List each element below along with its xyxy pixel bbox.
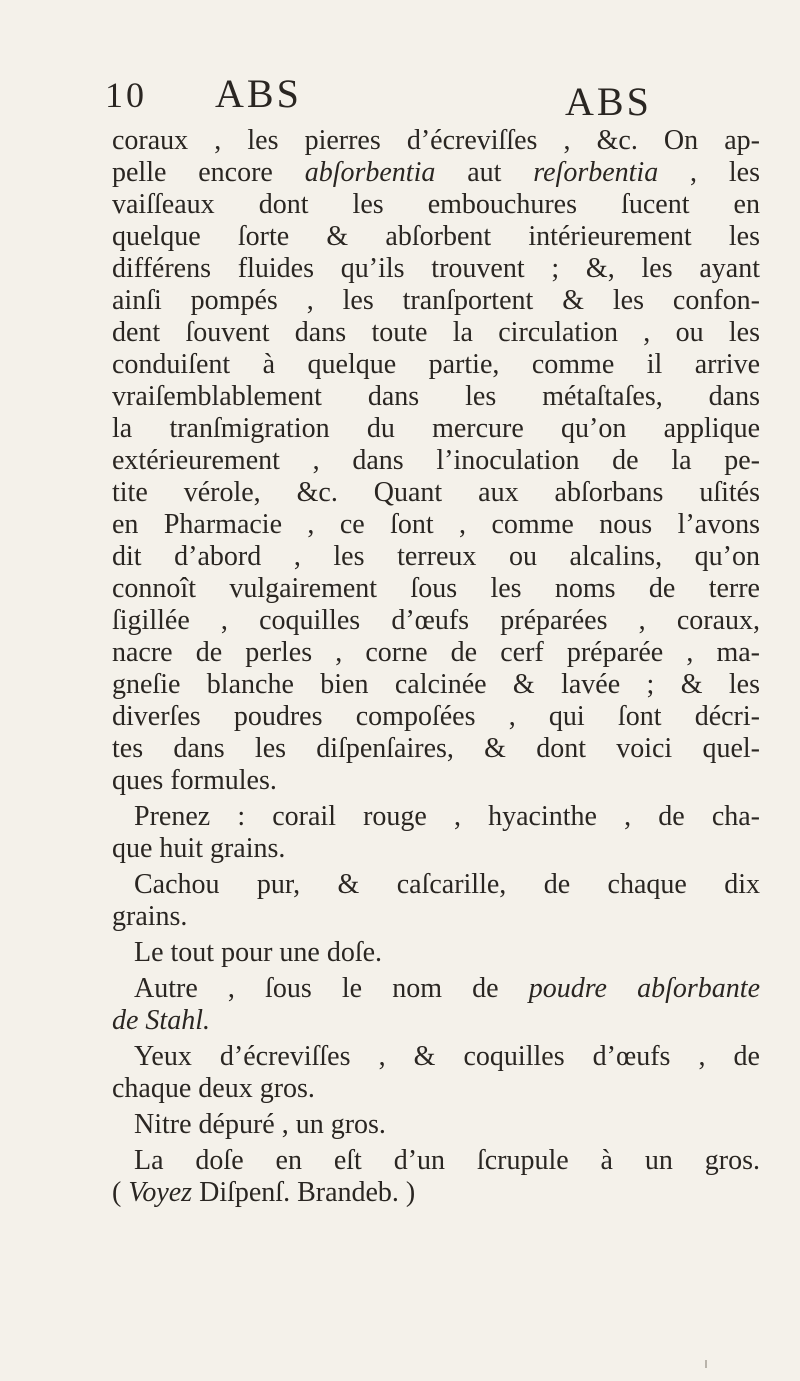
recipe-2-line: Nitre dépuré , un gros. (134, 1109, 386, 1140)
recipe-2-line: La doſe en eſt d’un ſcrupule à un gros. (134, 1145, 760, 1176)
recipe-1-line: Prenez : corail rouge , hyacinthe , de cha- (134, 801, 760, 832)
recipe-1-line: grains. (112, 901, 188, 932)
text-line: la tranſmigration du mercure qu’on applique (112, 413, 760, 444)
recipe-2-intro-cont: de Stahl. (112, 1005, 210, 1036)
text-line: en Pharmacie , ce ſont , comme nous l’avons (112, 509, 760, 540)
reference-line: ( Voyez Diſpenſ. Brandeb. ) (112, 1177, 416, 1208)
text-line: nacre de perles , corne de cerf préparée , ma- (112, 637, 760, 668)
text-line: vraiſemblablement dans les métaſtaſes, dans (112, 381, 760, 412)
text-line: pelle encore abſorbentia aut reſorbentia , les (112, 157, 760, 188)
running-head-left: ABS (215, 71, 302, 116)
recipe-2-line: chaque deux gros. (112, 1073, 315, 1104)
text-line: tite vérole, &c. Quant aux abſorbans uſités (112, 477, 760, 508)
text-line: conduiſent à quelque partie, comme il arrive (112, 349, 760, 380)
body-text (112, 125, 760, 1209)
text-line: connoît vulgairement ſous les noms de terre (112, 573, 760, 604)
text-line: coraux , les pierres d’écreviſſes , &c. On ap- (112, 125, 760, 156)
recipe-1-line: Cachou pur, & caſcarille, de chaque dix (134, 869, 760, 900)
recipe-2-line: Yeux d’écreviſſes , & coquilles d’œufs , de (134, 1041, 760, 1072)
text-line: dit d’abord , les terreux ou alcalins, qu’on (112, 541, 760, 572)
recipe-1-line: Le tout pour une doſe. (134, 937, 383, 968)
recipe-1-line: que huit grains. (112, 833, 286, 864)
running-head-right: ABS (565, 79, 652, 124)
text-line: vaiſſeaux dont les embouchures ſucent en (112, 189, 760, 220)
recipe-2-intro: Autre , ſous le nom de poudre abſorbante (134, 973, 760, 1004)
text-line: ſigillée , coquilles d’œufs préparées , coraux, (112, 605, 760, 636)
page-mark (705, 1360, 707, 1368)
text-line: dent ſouvent dans toute la circulation , ou les (112, 317, 760, 348)
text-line: extérieurement , dans l’inoculation de la pe- (112, 445, 760, 476)
page-number: 10 (105, 75, 147, 115)
text-line: différens fluides qu’ils trouvent ; &, les ayant (112, 253, 760, 284)
text-line: tes dans les diſpenſaires, & dont voici quel- (112, 733, 760, 764)
running-head (105, 70, 705, 124)
text-line: ainſi pompés , les tranſportent & les confon- (112, 285, 760, 316)
text-line: gneſie blanche bien calcinée & lavée ; & les (112, 669, 760, 700)
text-line: diverſes poudres compoſées , qui ſont décri- (112, 701, 760, 732)
text-line: quelque ſorte & abſorbent intérieurement les (112, 221, 760, 252)
text-line: ques formules. (112, 765, 277, 796)
